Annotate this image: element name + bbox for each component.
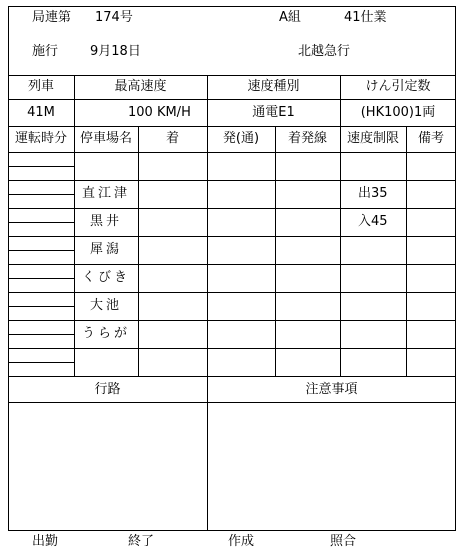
- column-header: 発(通): [222, 131, 260, 146]
- route-header: 行路: [94, 382, 121, 397]
- train-header: 列車: [27, 79, 54, 94]
- speed-limit: 出35: [358, 186, 388, 201]
- train-number: 41M: [27, 105, 55, 120]
- column-header: 着: [165, 131, 179, 146]
- footer-label: 出勤: [32, 534, 59, 549]
- rule: [8, 250, 74, 251]
- column-header: 着発線: [287, 131, 327, 146]
- group-label: A組: [279, 10, 301, 25]
- rule: [8, 236, 456, 237]
- rule: [8, 99, 456, 100]
- rule: [8, 334, 74, 335]
- footer-label: 作成: [228, 534, 255, 549]
- rule: [275, 126, 276, 376]
- column-header: 運転時分: [14, 131, 67, 146]
- notes-header: 注意事項: [305, 382, 358, 397]
- speed-limit: 入45: [358, 214, 388, 229]
- max-speed-value: 100 KM/H: [128, 105, 191, 120]
- rule: [8, 194, 74, 195]
- column-header: 備考: [417, 131, 444, 146]
- rule: [8, 126, 456, 127]
- station-name: くびき: [81, 270, 130, 285]
- rule: [406, 126, 407, 376]
- rule: [8, 278, 74, 279]
- rule: [8, 264, 456, 265]
- rule: [8, 292, 456, 293]
- ledger-number: 174号: [95, 10, 133, 25]
- rule: [8, 402, 456, 403]
- company-name: 北越急行: [298, 44, 351, 59]
- rule: [207, 126, 208, 376]
- rule: [8, 320, 456, 321]
- rule: [8, 376, 456, 377]
- rule: [8, 222, 74, 223]
- rule: [138, 126, 139, 376]
- station-name: うらが: [81, 326, 130, 341]
- rule: [8, 208, 456, 209]
- station-name: 黒井: [89, 214, 122, 229]
- rule: [8, 180, 456, 181]
- footer-label: 終了: [128, 534, 155, 549]
- load-value: (HK100)1両: [360, 105, 436, 120]
- rule: [8, 306, 74, 307]
- footer-label: 照合: [330, 534, 357, 549]
- max-speed-header: 最高速度: [114, 79, 167, 94]
- speed-type-header: 速度種別: [247, 79, 300, 94]
- load-header: けん引定数: [365, 79, 431, 94]
- speed-type-value: 通電E1: [252, 105, 295, 120]
- rule: [8, 362, 74, 363]
- effective-date: 9月18日: [90, 44, 141, 59]
- schedule-label: 41仕業: [344, 10, 387, 25]
- column-header: 停車場名: [79, 131, 132, 146]
- rule: [8, 348, 456, 349]
- column-header: 速度制限: [346, 131, 399, 146]
- rule: [207, 376, 208, 531]
- station-name: 大池: [89, 298, 122, 313]
- rule: [8, 75, 456, 76]
- station-name: 犀潟: [89, 242, 122, 257]
- station-name: 直江津: [81, 186, 130, 201]
- ledger-label: 局連第: [32, 10, 72, 25]
- rule: [8, 152, 456, 153]
- rule: [8, 166, 74, 167]
- effective-label: 施行: [32, 44, 59, 59]
- rule: [340, 126, 341, 376]
